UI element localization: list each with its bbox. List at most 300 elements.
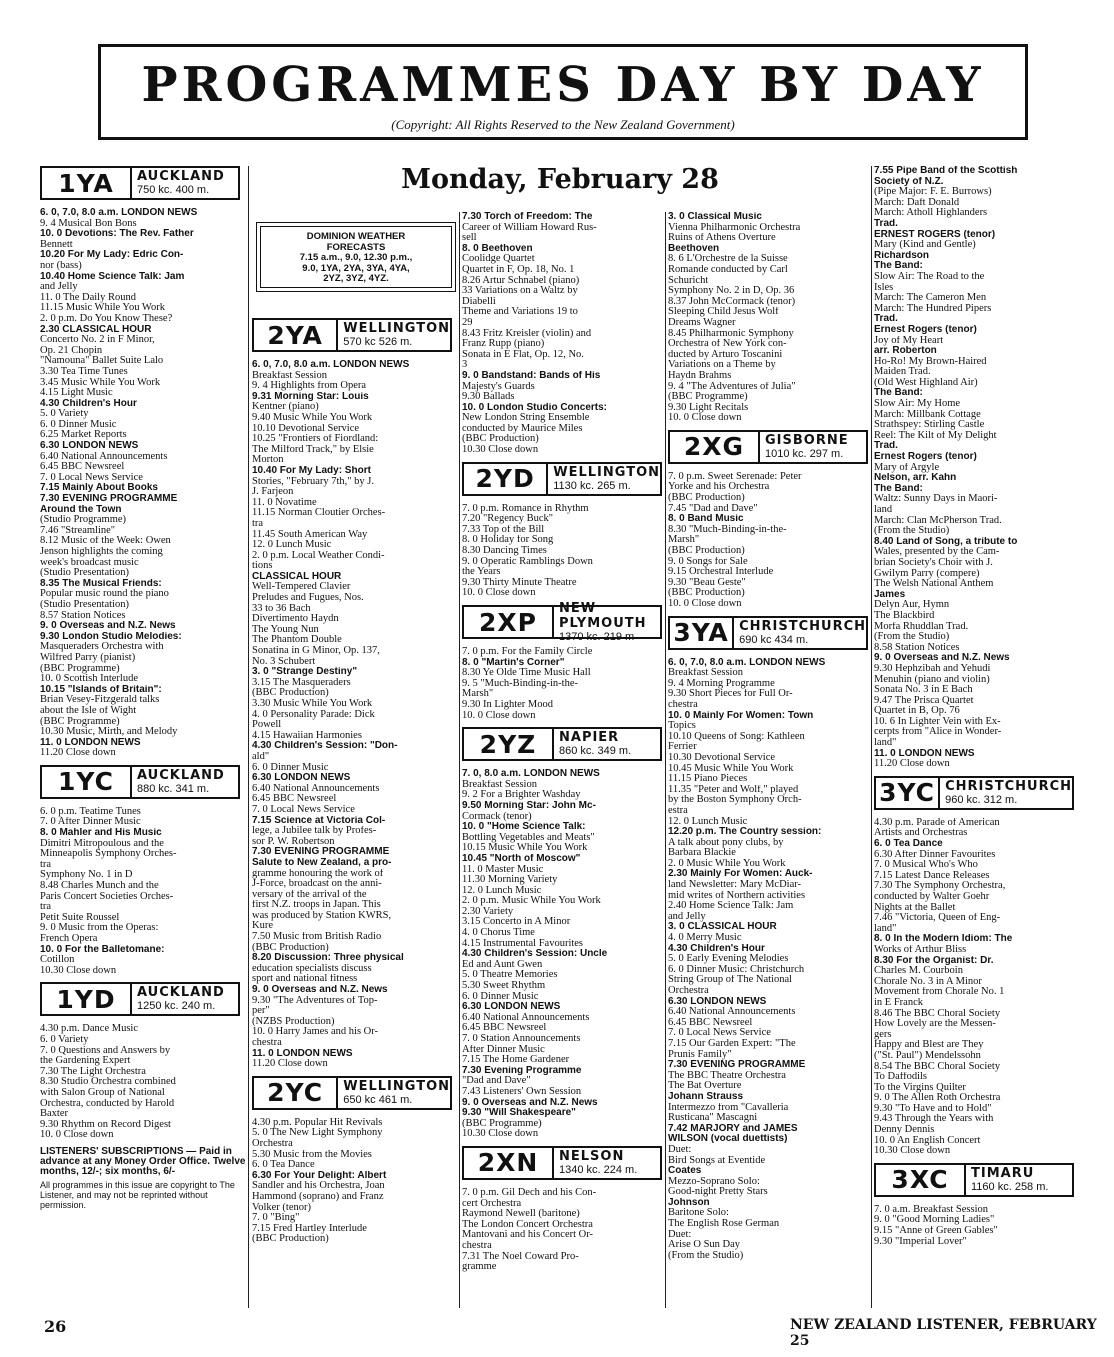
programme-line: 5. 0 The New Light Symphony bbox=[252, 1128, 383, 1139]
programme-line: 6.30 After Dinner Favourites bbox=[874, 849, 996, 860]
programme-line: 7. 0, 8.0 a.m. LONDON NEWS bbox=[462, 769, 600, 780]
programme-line: Wales, presented by the Cam- bbox=[874, 547, 1000, 558]
programme-line: 4.30 Children's Session: Uncle bbox=[462, 949, 608, 960]
programme-line: Concerto No. 2 in F Minor, bbox=[40, 335, 155, 346]
programme-line: 6.30 LONDON NEWS bbox=[252, 773, 351, 784]
programme-list-2xn bbox=[462, 1188, 662, 1273]
programme-line: 7.15 Mainly About Books bbox=[40, 483, 158, 494]
programme-line: in E Franck bbox=[874, 997, 923, 1008]
programme-line: Raymond Newell (baritone) bbox=[462, 1209, 580, 1220]
programme-line: ERNEST ROGERS (tenor) bbox=[874, 229, 996, 240]
programme-line: Powell bbox=[252, 720, 282, 731]
day-heading: Monday, February 28 bbox=[401, 164, 719, 195]
programme-line: Gwilym Parry (compere) bbox=[874, 568, 980, 579]
programme-line: James bbox=[874, 589, 906, 600]
programme-line: 7.42 MARJORY and JAMES bbox=[668, 1123, 798, 1134]
programme-line: (BBC Programme) bbox=[40, 716, 120, 727]
programme-line: 4.30 p.m. Popular Hit Revivals bbox=[252, 1117, 383, 1128]
programme-line: (BBC Production) bbox=[668, 493, 745, 504]
programme-line: (BBC Production) bbox=[252, 688, 329, 699]
programme-line: "Dad and Dave" bbox=[462, 1076, 531, 1087]
programme-line: cerpts from "Alice in Wonder- bbox=[874, 727, 1002, 738]
programme-line: 7.20 "Regency Buck" bbox=[462, 514, 554, 525]
weather-forecast-text: DOMINION WEATHER FORECASTS 7.15 a.m., 9.0, 12.30 p.m., 9.0, 1YA, 2YA, 3YA, 4YA, 2YZ, 3YZ, 4YZ. bbox=[260, 226, 452, 288]
programme-line: 8.35 The Musical Friends: bbox=[40, 578, 162, 589]
programme-line: 9.30 Light Recitals bbox=[668, 402, 749, 413]
station-frequency: 650 kc 461 m. bbox=[343, 1093, 413, 1106]
programme-line: 29 bbox=[462, 317, 473, 328]
programme-line: 9. 0 Songs for Sale bbox=[668, 556, 748, 567]
programme-line: first N.Z. troops in Japan. This bbox=[252, 900, 381, 911]
programme-line: 8.26 Artur Schnabel (piano) bbox=[462, 275, 580, 286]
programme-line: gramme honouring the work of bbox=[252, 868, 384, 879]
programme-line: ("St. Paul") Mendelssohn bbox=[874, 1050, 981, 1061]
programme-line: 3.15 Concerto in A Minor bbox=[462, 917, 571, 928]
programme-line: The Milford Track," by Elsie bbox=[252, 444, 374, 455]
programme-line: 12. 0 Lunch Music bbox=[252, 540, 332, 551]
programme-line: Marsh" bbox=[462, 689, 494, 700]
programme-line: 11. 0 Novatime bbox=[252, 497, 317, 508]
programme-line: 2. 0 p.m. Local Weather Condi- bbox=[252, 550, 385, 561]
programme-line: How Lovely are the Messen- bbox=[874, 1019, 996, 1030]
programme-line: Johnson bbox=[668, 1197, 710, 1208]
station-city: NELSON bbox=[559, 1148, 625, 1164]
programme-line: chestra bbox=[252, 1038, 282, 1048]
programme-line: Minneapolis Symphony Orches- bbox=[40, 849, 177, 860]
programme-line: lege, a Jubilee talk by Profes- bbox=[252, 826, 377, 837]
programme-line: land" bbox=[874, 738, 897, 749]
programme-line: Brian Vesey-Fitzgerald talks bbox=[40, 695, 160, 706]
programme-line: 6. 0 Variety bbox=[40, 1034, 89, 1045]
programme-line: (BBC Production) bbox=[462, 434, 539, 445]
programme-line: 3.15 The Masqueraders bbox=[252, 677, 351, 688]
programme-line: 9. 4 Musical Bon Bons bbox=[40, 218, 137, 229]
programme-line: Variations on a Theme by bbox=[668, 360, 776, 371]
programme-list-2yd bbox=[462, 504, 662, 599]
programme-line: Symphony No. 1 in D bbox=[40, 870, 133, 881]
programme-line: Arise O Sun Day bbox=[668, 1240, 741, 1251]
programme-line: 7.33 Top of the Bill bbox=[462, 524, 545, 535]
programme-line: Cormack (tenor) bbox=[462, 811, 532, 822]
programme-line: French Opera bbox=[40, 934, 98, 944]
programme-line: Ho-Ro! My Brown-Haired bbox=[874, 356, 987, 367]
programme-line: Hammond (soprano) and Franz bbox=[252, 1191, 384, 1202]
banner-title: PROGRAMMES DAY BY DAY bbox=[141, 57, 985, 113]
programme-line: 6. 0 Tea Dance bbox=[874, 839, 943, 850]
programme-line: 4. 0 Chorus Time bbox=[462, 928, 535, 939]
programme-line: (BBC Production) bbox=[252, 1234, 329, 1245]
programme-line: 10. 0 London Studio Concerts: bbox=[462, 402, 608, 413]
programme-line: 9. 0 Overseas and N.Z. News bbox=[252, 985, 388, 996]
programme-line: 10. 0 Mainly For Women: Town bbox=[668, 710, 814, 721]
programme-line: land bbox=[874, 505, 893, 515]
programme-line: mid writes of Northern activities bbox=[668, 890, 806, 901]
station-city: WELLINGTON bbox=[343, 1078, 450, 1094]
programme-line: chestra bbox=[462, 1240, 492, 1251]
programme-line: 5.30 Music from the Movies bbox=[252, 1149, 372, 1160]
programme-line: 9.15 "Anne of Green Gables" bbox=[874, 1226, 998, 1237]
programme-line: Trad. bbox=[874, 218, 898, 229]
programme-line: Symphony No. 2 in D, Op. 36 bbox=[668, 286, 795, 297]
programme-line: 7.46 "Streamline" bbox=[40, 525, 116, 536]
programme-line: Sandler and his Orchestra, Joan bbox=[252, 1181, 385, 1192]
station-header-2yd bbox=[462, 462, 662, 498]
programme-line: 12. 0 Lunch Music bbox=[462, 885, 542, 896]
programme-line: Coolidge Quartet bbox=[462, 254, 535, 265]
station-frequency: 960 kc. 312 m. bbox=[945, 793, 1018, 806]
programme-line: (BBC Programme) bbox=[462, 1118, 542, 1129]
programme-line: WILSON (vocal duettists) bbox=[668, 1134, 788, 1145]
programme-line: Artists and Orchestras bbox=[874, 828, 968, 839]
programme-line: 10. 0 For the Balletomane: bbox=[40, 944, 165, 955]
station-city: TIMARU bbox=[971, 1165, 1035, 1181]
programme-line: 9.30 Thirty Minute Theatre bbox=[462, 577, 577, 588]
programme-line: 5. 0 Variety bbox=[40, 409, 89, 420]
programme-line: 10.15 "Islands of Britain": bbox=[40, 684, 162, 695]
programme-line: Well-Tempered Clavier bbox=[252, 582, 351, 593]
programme-line: 7. 0 "Bing" bbox=[252, 1213, 300, 1224]
station-callsign: 3XC bbox=[876, 1165, 966, 1195]
programme-line: 11. 0 LONDON NEWS bbox=[252, 1048, 353, 1059]
programme-line: 4.30 Children's Hour bbox=[40, 398, 137, 409]
station-callsign: 3YA bbox=[670, 618, 734, 648]
programme-line: 8. 0 Mahler and His Music bbox=[40, 828, 162, 839]
programme-line: 11. 0 Master Music bbox=[462, 864, 544, 875]
programme-line: March: The Cameron Men bbox=[874, 293, 987, 304]
programme-line: (Studio Programme) bbox=[40, 515, 127, 526]
programme-line: 2. 0 p.m. Music While You Work bbox=[462, 896, 601, 907]
programme-line: 10.45 Music While You Work bbox=[668, 763, 794, 774]
programme-line: Wilfred Parry (pianist) bbox=[40, 652, 136, 663]
programme-line: 8.43 Fritz Kreisler (violin) and bbox=[462, 328, 592, 339]
station-city: NEW PLYMOUTH bbox=[559, 600, 647, 631]
programme-line: Preludes and Fugues, Nos. bbox=[252, 593, 364, 604]
station-header-2yz bbox=[462, 727, 662, 763]
programme-line: 11. 0 The Daily Round bbox=[40, 292, 136, 303]
programme-line: 7. 0 a.m. Breakfast Session bbox=[874, 1204, 989, 1215]
programme-line: 10. 0 Harry James and his Or- bbox=[252, 1027, 379, 1038]
programme-line: 9.30 Short Pieces for Full Or- bbox=[668, 689, 793, 700]
programme-line: Kentner (piano) bbox=[252, 402, 319, 413]
programme-line: 8. 0 "Martin's Corner" bbox=[462, 657, 565, 668]
programme-line: 10.40 Home Science Talk: Jam bbox=[40, 271, 185, 282]
station-callsign: 1YD bbox=[42, 984, 132, 1014]
programme-line: (From the Studio) bbox=[874, 526, 950, 537]
programme-line: After Dinner Music bbox=[462, 1044, 545, 1055]
page-banner bbox=[98, 44, 1028, 140]
station-callsign: 2YA bbox=[254, 320, 338, 350]
programme-line: Theme and Variations 19 to bbox=[462, 307, 578, 318]
programme-line: The Bat Overture bbox=[668, 1081, 742, 1092]
programme-line: 11.15 Piano Pieces bbox=[668, 774, 748, 785]
programme-line: by the Boston Symphony Orch- bbox=[668, 795, 802, 806]
station-header-2yc bbox=[252, 1076, 457, 1112]
programme-line: 4.15 Light Music bbox=[40, 388, 113, 399]
programme-line: 7.15 Latest Dance Releases bbox=[874, 870, 990, 881]
programme-line: 4. 0 Personality Parade: Dick bbox=[252, 709, 375, 720]
programme-line: 6.40 National Announcements bbox=[252, 783, 380, 794]
programme-list-2xg bbox=[668, 472, 873, 610]
station-callsign: 2YC bbox=[254, 1078, 338, 1108]
programme-line: 8.30 Dancing Times bbox=[462, 546, 547, 557]
programme-line: Ferrier bbox=[668, 742, 697, 753]
programme-line: March: Clan McPherson Trad. bbox=[874, 515, 1002, 526]
programme-line: 6. 0 Dinner Music bbox=[462, 991, 539, 1002]
programme-line: 4. 0 Merry Music bbox=[668, 933, 742, 944]
station-header-3yc bbox=[874, 776, 1082, 812]
programme-line: education specialists discuss bbox=[252, 963, 372, 974]
programme-line: 7.30 Torch of Freedom: The bbox=[462, 212, 593, 222]
programme-line: Orchestra, conducted by Harold bbox=[40, 1098, 175, 1109]
programme-line: Strathspey: Stirling Castle bbox=[874, 420, 985, 431]
programme-line: 5. 0 Theatre Memories bbox=[462, 970, 558, 981]
programme-line: Ernest Rogers (tenor) bbox=[874, 452, 977, 463]
programme-line: ald" bbox=[252, 751, 270, 762]
programme-line: 11.45 South American Way bbox=[252, 529, 368, 540]
programme-line: Divertimento Haydn bbox=[252, 614, 339, 625]
station-callsign: 2YZ bbox=[464, 729, 554, 759]
programme-line: 8.46 The BBC Choral Society bbox=[874, 1008, 1001, 1019]
programme-line: 8.30 For the Organist: Dr. bbox=[874, 955, 994, 966]
programme-line: CLASSICAL HOUR bbox=[252, 571, 342, 582]
programme-line: Waltz: Sunny Days in Maori- bbox=[874, 494, 998, 505]
programme-line: 8. 0 Beethoven bbox=[462, 243, 533, 254]
programme-line: 7. 0 Musical Who's Who bbox=[874, 860, 978, 871]
programme-line: Diabelli bbox=[462, 296, 496, 307]
programme-line: The Band: bbox=[874, 261, 923, 272]
programme-line: Orchestra of New York con- bbox=[668, 339, 787, 350]
page-number: 26 bbox=[44, 1317, 67, 1336]
programme-line: 8. 0 Band Music bbox=[668, 514, 744, 525]
programme-line: 7.45 "Dad and Dave" bbox=[668, 503, 758, 514]
programme-line: 9. 2 For a Brighter Washday bbox=[462, 790, 581, 801]
programme-line: gers bbox=[874, 1029, 892, 1040]
column-4 bbox=[668, 212, 873, 1261]
station-frequency: 690 kc 434 m. bbox=[739, 633, 809, 646]
programme-line: 7. 0 Station Announcements bbox=[462, 1034, 581, 1044]
programme-line: 5. 0 Early Evening Melodies bbox=[668, 954, 789, 965]
station-callsign: 2XG bbox=[670, 432, 760, 462]
programme-line: 7.15 The Home Gardener bbox=[462, 1055, 570, 1066]
column-rule bbox=[248, 166, 249, 1308]
programme-line: Around the Town bbox=[40, 504, 122, 515]
programme-line: 10.10 Queens of Song: Kathleen bbox=[668, 731, 805, 742]
programme-line: 9. 4 Highlights from Opera bbox=[252, 381, 367, 392]
programme-line: 4.15 Hawaiian Harmonies bbox=[252, 730, 362, 741]
programme-line: 7.50 Music from British Radio bbox=[252, 932, 382, 943]
programme-line: cert Orchestra bbox=[462, 1198, 522, 1209]
programme-line: 6. 0 Dinner Music: Christchurch bbox=[668, 964, 805, 975]
programme-line: March: Daft Donald bbox=[874, 197, 960, 208]
station-frequency: 1160 kc. 258 m. bbox=[971, 1180, 1049, 1193]
programme-line: Delyn Aur, Hymn bbox=[874, 600, 950, 611]
programme-line: Baxter bbox=[40, 1109, 68, 1120]
programme-line: Stories, "February 7th," by J. bbox=[252, 476, 375, 487]
programme-line: 6. 0, 7.0, 8.0 a.m. LONDON NEWS bbox=[40, 208, 198, 218]
programme-line: (BBC Production) bbox=[252, 942, 329, 953]
programme-line: 11. 0 LONDON NEWS bbox=[40, 737, 141, 748]
programme-line: Orchestra bbox=[668, 986, 709, 996]
programme-line: 7. 0 p.m. Sweet Serenade: Peter bbox=[668, 471, 802, 482]
programme-list-2xp bbox=[462, 647, 662, 721]
programme-line: 8.45 Philharmonic Symphony bbox=[668, 328, 794, 339]
programme-line: Quartet in F, Op. 18, No. 1 bbox=[462, 264, 575, 275]
programme-line: Op. 21 Chopin bbox=[40, 345, 103, 356]
station-city: NAPIER bbox=[559, 730, 620, 746]
programme-line: 7.30 Evening Programme bbox=[462, 1065, 582, 1076]
programme-line: Orchestra bbox=[252, 1138, 293, 1149]
station-header-2ya bbox=[252, 318, 457, 354]
programme-line: 11.35 "Peter and Wolf," played bbox=[668, 784, 799, 795]
programme-line: 10. 0 An English Concert bbox=[874, 1135, 981, 1146]
programme-line: 7. 0 p.m. For the Family Circle bbox=[462, 647, 593, 657]
programme-line: 2. 0 p.m. Do You Know These? bbox=[40, 313, 173, 324]
station-callsign: 2XN bbox=[464, 1148, 554, 1178]
programme-line: Sleeping Child Jesus Wolf bbox=[668, 307, 779, 318]
programme-line: sor P. W. Robertson bbox=[252, 836, 335, 847]
station-frequency: 1250 kc. 240 m. bbox=[137, 1000, 216, 1013]
column-rule bbox=[459, 212, 460, 1308]
programme-line: 8. 0 Holiday for Song bbox=[462, 535, 554, 546]
programme-line: 11.15 Music While You Work bbox=[40, 303, 165, 314]
station-frequency: 570 kc 526 m. bbox=[343, 336, 413, 348]
programme-line: The Band: bbox=[874, 483, 923, 494]
programme-line: 10.30 Devotional Service bbox=[668, 752, 776, 763]
programme-line: 6.45 BBC Newsreel bbox=[668, 1017, 753, 1028]
programme-line: Rusticana" Mascagni bbox=[668, 1113, 758, 1124]
programme-line: (BBC Programme) bbox=[668, 392, 748, 403]
programme-line: 9.50 Morning Star: John Mc- bbox=[462, 800, 596, 811]
programme-line: 8.40 Land of Song, a tribute to bbox=[874, 536, 1018, 547]
programme-line: 4.15 Instrumental Favourites bbox=[462, 938, 584, 949]
programme-line: Volker (tenor) bbox=[252, 1202, 311, 1213]
programme-line: 2.30 Mainly For Women: Auck- bbox=[668, 869, 813, 880]
programme-line: 9.47 The Prisca Quartet bbox=[874, 695, 974, 706]
programme-line: Romande conducted by Carl bbox=[668, 264, 788, 275]
programme-line: 10.30 Close down bbox=[462, 445, 539, 456]
programme-line: land Newsletter: Mary McDiar- bbox=[668, 880, 802, 891]
programme-line: J-Force, broadcast on the anni- bbox=[252, 879, 382, 890]
programme-line: Mezzo-Soprano Solo: bbox=[668, 1176, 760, 1187]
programme-line: 7.15 Our Garden Expert: "The bbox=[668, 1038, 796, 1049]
programme-line: Ed and Aunt Gwen bbox=[462, 959, 543, 970]
programme-line: March: Millbank Cottage bbox=[874, 409, 981, 420]
programme-line: J. Farjeon bbox=[252, 487, 294, 498]
programme-line: "Namouna" Ballet Suite Lalo bbox=[40, 356, 164, 367]
programme-line: per" bbox=[252, 1006, 270, 1017]
programme-line: 3.30 Music While You Work bbox=[252, 699, 373, 709]
programme-line: the Gardening Expert bbox=[40, 1056, 131, 1067]
programme-line: sell bbox=[462, 233, 477, 244]
programme-line: Richardson bbox=[874, 250, 930, 261]
programme-line: 7.55 Pipe Band of the Scottish bbox=[874, 166, 1018, 176]
column-rule bbox=[665, 212, 666, 1308]
footer-masthead: NEW ZEALAND LISTENER, FEBRUARY 25 bbox=[790, 1317, 1097, 1349]
programme-list-1yc bbox=[40, 807, 246, 977]
programme-line: 6.30 For Your Delight: Albert bbox=[252, 1170, 387, 1181]
programme-line: 3. 0 "Strange Destiny" bbox=[252, 667, 358, 678]
programme-line: 6. 0 Dinner Music bbox=[252, 762, 329, 773]
programme-line: 7. 0 After Dinner Music bbox=[40, 817, 141, 828]
programme-line: 9.31 Morning Star: Louis bbox=[252, 391, 369, 402]
programme-line: 9.30 "Will Shakespeare" bbox=[462, 1108, 576, 1119]
programme-line: String Group of The National bbox=[668, 975, 793, 986]
station-frequency: 750 kc. 400 m. bbox=[137, 184, 210, 196]
programme-line: 10. 0 Close down bbox=[668, 413, 742, 424]
programme-line: versary of the arrival of the bbox=[252, 889, 367, 900]
programme-line: 7.30 The Light Orchestra bbox=[40, 1066, 146, 1077]
programme-line: Mantovani and his Concert Or- bbox=[462, 1230, 594, 1241]
programme-line: 6. 0, 7.0, 8.0 a.m. LONDON NEWS bbox=[668, 657, 826, 668]
programme-line: 3 bbox=[462, 360, 468, 371]
programme-line: Barbara Blackie bbox=[668, 848, 736, 859]
programme-line: Nelson, arr. Kahn bbox=[874, 473, 957, 484]
programme-line: ducted by Arturo Toscanini bbox=[668, 349, 783, 360]
station-callsign: 3YC bbox=[876, 778, 940, 808]
programme-line: (Pipe Major: F. E. Burrows) bbox=[874, 187, 992, 198]
station-city: WELLINGTON bbox=[553, 464, 660, 480]
programme-line: Ernest Rogers (tenor) bbox=[874, 324, 977, 335]
programme-line: 10.45 "North of Moscow" bbox=[462, 853, 581, 864]
programme-list-1ya bbox=[40, 208, 246, 759]
programme-line: Masqueraders Orchestra with bbox=[40, 642, 164, 653]
programme-line: Sonata in E Flat, Op. 12, No. bbox=[462, 349, 584, 360]
programme-line: 6.40 National Announcements bbox=[462, 1012, 590, 1023]
programme-line: Isles bbox=[874, 282, 894, 293]
programme-line: The Welsh National Anthem bbox=[874, 579, 994, 590]
programme-line: (BBC Production) bbox=[668, 546, 745, 557]
programme-line: Happy and Blest are They bbox=[874, 1040, 984, 1051]
programme-line: 9. 4 Morning Programme bbox=[668, 678, 775, 689]
programme-line: Breakfast Session bbox=[252, 370, 327, 381]
programme-line: Good-night Pretty Stars bbox=[668, 1187, 768, 1198]
column-2 bbox=[252, 226, 457, 1245]
programme-line: (BBC Programme) bbox=[40, 663, 120, 674]
programme-line: 3. 0 CLASSICAL HOUR bbox=[668, 922, 777, 933]
station-city: AUCKLAND bbox=[137, 767, 225, 783]
programme-line: 10. 0 "Home Science Talk: bbox=[462, 822, 586, 833]
programme-line: 9. 0 "Good Morning Ladies" bbox=[874, 1215, 995, 1226]
programme-line: 7. 0 Local News Service bbox=[40, 472, 143, 483]
station-frequency: 1010 kc. 297 m. bbox=[765, 447, 844, 460]
station-city: AUCKLAND bbox=[137, 985, 225, 1001]
programme-line: 9.30 Ballads bbox=[462, 392, 515, 403]
programme-line: Topics bbox=[668, 721, 696, 732]
programme-line: The London Concert Orchestra bbox=[462, 1219, 593, 1230]
programme-line: (BBC Production) bbox=[668, 588, 745, 599]
programme-line: Coates bbox=[668, 1166, 702, 1177]
programme-line: March: The Hundred Pipers bbox=[874, 303, 992, 314]
programme-line: 9.30 "Imperial Lover" bbox=[874, 1236, 967, 1247]
programme-line: arr. Roberton bbox=[874, 346, 937, 357]
programme-line: 8. 0 In the Modern Idiom: The bbox=[874, 934, 1013, 945]
programme-line: Sonatina in G Minor, Op. 137, bbox=[252, 646, 380, 657]
programme-line: 9. 4 "The Adventures of Julia" bbox=[668, 381, 796, 392]
programme-line: conducted by Walter Goehr bbox=[874, 892, 990, 902]
programme-line: Sonata No. 3 in E Bach bbox=[874, 685, 973, 696]
programme-line: gramme bbox=[462, 1262, 497, 1273]
programme-line: Career of William Howard Rus- bbox=[462, 222, 597, 233]
programme-line: 7.15 Fred Hartley Interlude bbox=[252, 1223, 367, 1234]
programme-line: Mary (Kind and Gentle) bbox=[874, 240, 976, 251]
programme-line: 6. 0 Dinner Music bbox=[40, 419, 117, 430]
programme-line: Ruins of Athens Overture bbox=[668, 233, 776, 244]
programme-list-2yc bbox=[252, 1118, 457, 1245]
programme-line: Cotillon bbox=[40, 955, 75, 966]
programme-line: 2.30 CLASSICAL HOUR bbox=[40, 324, 152, 335]
programme-line: 6. 0, 7.0, 8.0 a.m. LONDON NEWS bbox=[252, 360, 410, 370]
programme-line: sport and national fitness bbox=[252, 974, 358, 985]
